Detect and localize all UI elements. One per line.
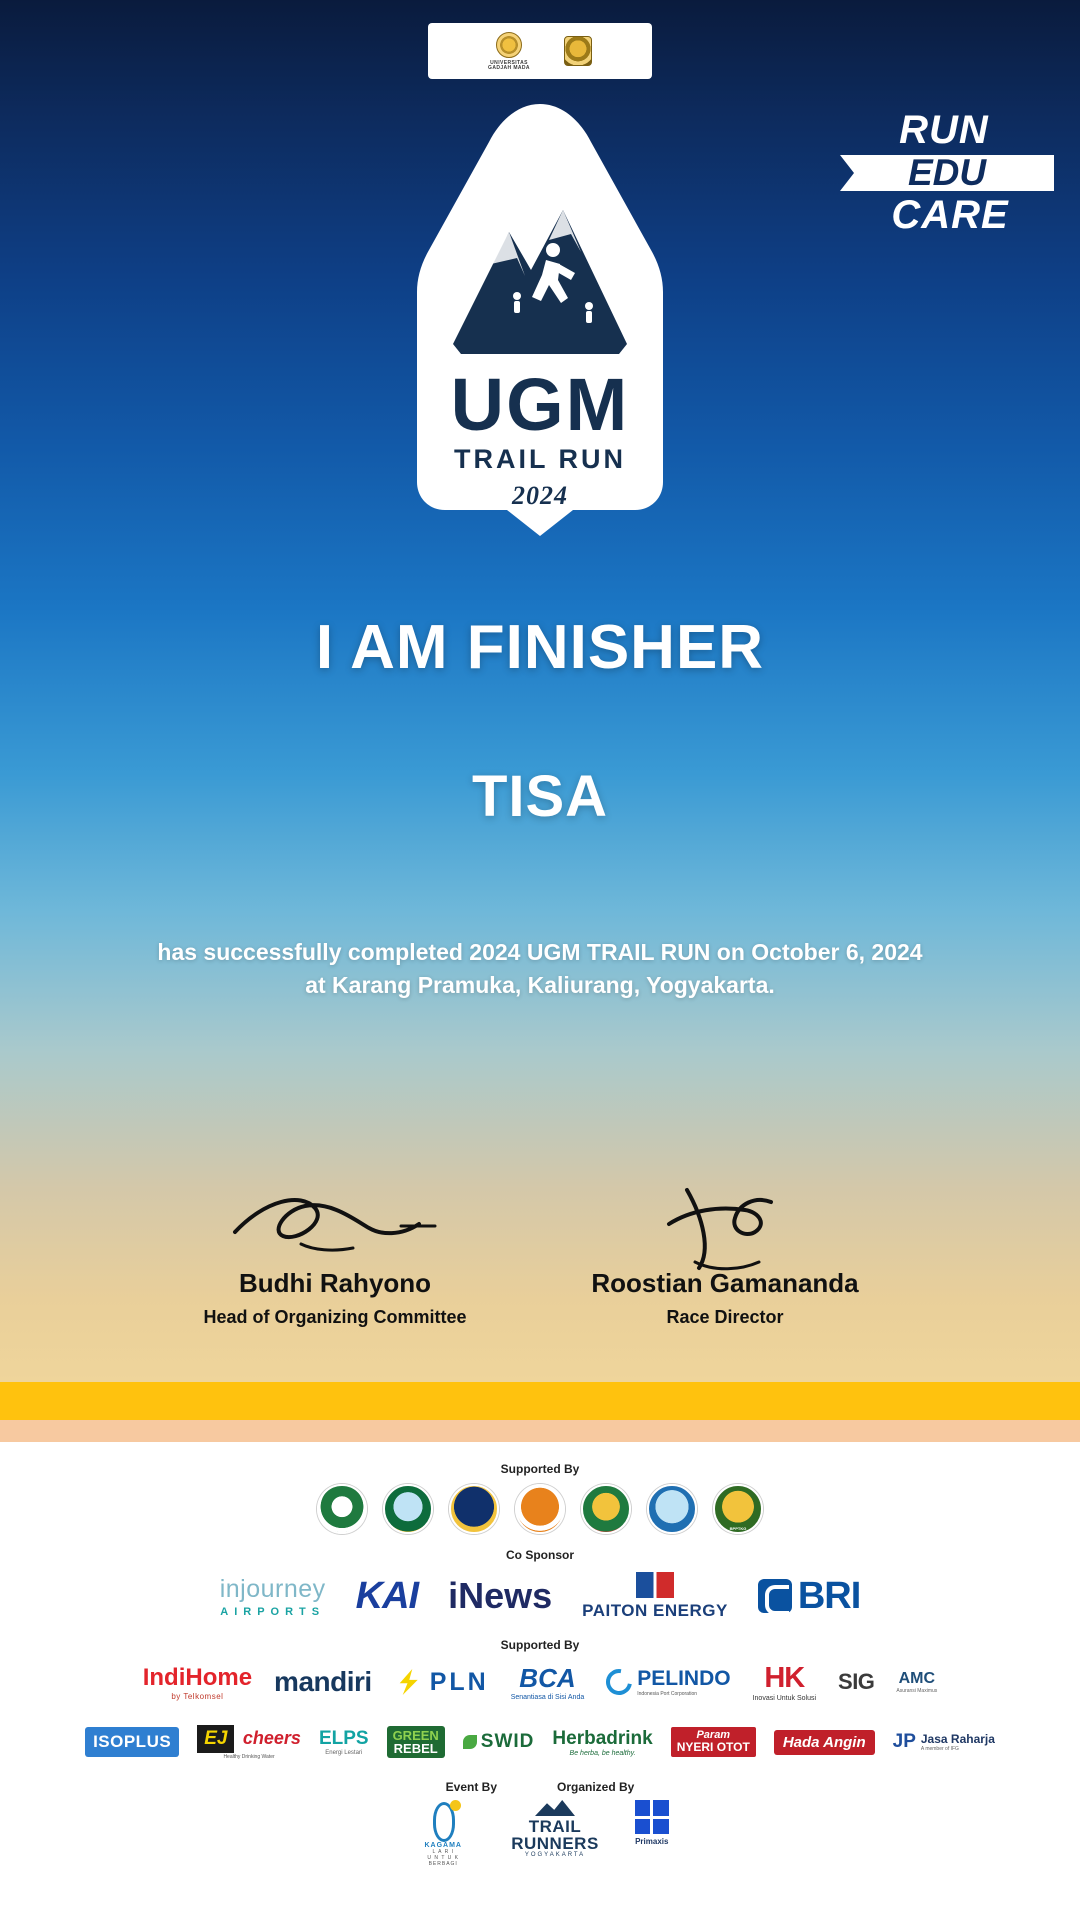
co-sponsor-row <box>0 1568 1080 1624</box>
logo-primaxis <box>635 1800 669 1846</box>
svg-text:UGM: UGM <box>450 363 630 446</box>
kagama-line1: KAGAMA <box>424 1842 462 1849</box>
bri-name: BRI <box>797 1574 861 1617</box>
cheers-name: cheers <box>242 1727 301 1748</box>
swid-leaf-icon <box>463 1735 477 1749</box>
swid-name: SWID <box>480 1731 535 1752</box>
jasa-raharja-sub: A member of IFG <box>920 1746 959 1752</box>
logo-jasa-raharja <box>893 1731 995 1753</box>
logo-injourney-airports <box>220 1575 326 1618</box>
logo-param-nyeri-otot <box>671 1727 756 1757</box>
hutama-karya-sub: Inovasi Untuk Solusi <box>752 1695 817 1702</box>
divider-strip-peach <box>0 1420 1080 1442</box>
bca-name: BCA <box>519 1663 576 1693</box>
amc-sub: Asuransi Maximus <box>896 1688 938 1694</box>
signature-mark-icon <box>515 1180 935 1272</box>
supporter-row-1 <box>0 1658 1080 1706</box>
sig-name: SIG <box>838 1669 875 1694</box>
logo-swid <box>463 1731 535 1753</box>
supporter-row-2 <box>0 1722 1080 1762</box>
logo-indihome <box>143 1664 252 1701</box>
logo-inews: iNews <box>448 1575 553 1616</box>
seal-bpptkg-icon <box>713 1484 763 1534</box>
ugm-logo <box>488 32 530 71</box>
paiton-flag-icon <box>636 1572 674 1598</box>
injourney-sub: AIRPORTS <box>220 1605 326 1618</box>
seal-bpbd-icon <box>515 1484 565 1534</box>
logo-hada-angin: Hada Angin <box>774 1730 875 1755</box>
run-edu-care-line1: RUN <box>899 108 989 152</box>
svg-text:TRAIL RUN: TRAIL RUN <box>454 444 626 474</box>
kagama-glyph-icon <box>423 1800 463 1840</box>
primaxis-squares-icon <box>635 1800 669 1834</box>
param-line2: NYERI OTOT <box>676 1740 750 1755</box>
pln-name: PLN <box>429 1667 489 1696</box>
cheers-sub: Healthy Drinking Water <box>223 1753 275 1760</box>
svg-text:2024: 2024 <box>512 481 568 510</box>
logo-kai: KAI <box>355 1574 419 1617</box>
indihome-sub: by Telkomsel <box>171 1691 224 1701</box>
seal-tngm-icon <box>383 1484 433 1534</box>
event-organizer-labels <box>0 1780 1080 1794</box>
seal-sar-icon <box>581 1484 631 1534</box>
logo-bri <box>758 1575 860 1618</box>
trail-runners-mountain-icon <box>535 1800 575 1816</box>
herbadrink-name: Herbadrink <box>552 1727 653 1749</box>
seal-bpptkg-caption: BPPTKG <box>729 1525 747 1531</box>
logo-amc <box>896 1670 937 1694</box>
kagama-line4: BERBAGI <box>428 1861 458 1867</box>
hutama-karya-name: HK <box>764 1662 805 1694</box>
co-sponsor-label: Co Sponsor <box>506 1548 574 1562</box>
run-edu-care-line2: EDU <box>907 152 987 193</box>
signature-mark-icon <box>125 1180 545 1272</box>
logo-green-rebel <box>387 1726 445 1758</box>
green-rebel-line1: GREEN <box>392 1728 439 1743</box>
logo-elps <box>319 1728 369 1756</box>
green-rebel-line2: REBEL <box>393 1741 438 1756</box>
pelindo-name: PELINDO <box>637 1667 731 1690</box>
ugm-seal-icon <box>496 32 522 58</box>
institution-seal-row <box>0 1484 1080 1534</box>
faculty-seal-icon <box>564 36 592 66</box>
cheers-badge: EJ <box>197 1725 234 1753</box>
logo-isoplus: ISOPLUS <box>85 1727 179 1757</box>
herbadrink-sub: Be herba, be healthy. <box>569 1749 636 1757</box>
supported-by-label-2: Supported By <box>500 1638 580 1652</box>
logo-trail-runners-yogyakarta <box>511 1800 599 1858</box>
logo-herbadrink <box>552 1728 652 1757</box>
param-line1: Param <box>696 1728 731 1741</box>
event-organizer-row <box>0 1800 1080 1867</box>
university-badge <box>428 23 652 79</box>
injourney-name: injourney <box>219 1574 326 1603</box>
jasa-raharja-mark-icon: JP <box>892 1731 916 1752</box>
signature-name: Budhi Rahyono <box>238 1268 432 1298</box>
trail-runners-line1: TRAIL <box>528 1817 582 1836</box>
paiton-name: PAITON ENERGY <box>582 1600 728 1620</box>
run-edu-care-badge <box>840 110 1054 245</box>
elps-name: ELPS <box>318 1728 369 1749</box>
logo-sig <box>838 1669 874 1695</box>
run-edu-care-ribbon <box>840 153 1054 193</box>
logo-mandiri: mandiri <box>274 1666 372 1697</box>
logo-pelindo <box>606 1667 730 1697</box>
university-name-line1: UNIVERSITAS <box>490 59 528 66</box>
seal-bmkg-icon <box>647 1484 697 1534</box>
divider-strip-yellow <box>0 1382 1080 1420</box>
bca-sub: Senantiasa di Sisi Anda <box>510 1694 585 1701</box>
run-edu-care-line3: CARE <box>891 193 1009 237</box>
trail-runners-line3: YOGYAKARTA <box>524 1852 586 1858</box>
logo-pln <box>394 1668 489 1697</box>
seal-perhutani-icon <box>317 1484 367 1534</box>
indihome-name: IndiHome <box>142 1663 253 1691</box>
logo-kagama <box>411 1800 475 1867</box>
kagama-line2: L A R I <box>432 1849 454 1855</box>
pelindo-sub: Indonesia Port Corporation <box>637 1691 698 1697</box>
university-name-line2: GADJAH MADA <box>488 64 530 71</box>
primaxis-name: Primaxis <box>635 1837 669 1846</box>
signature-role: Head of Organizing Committee <box>203 1307 467 1327</box>
trail-runners-line2: RUNNERS <box>511 1834 599 1853</box>
supported-by-label-1: Supported By <box>500 1462 580 1476</box>
organized-by-label: Organized By <box>557 1780 635 1794</box>
seal-polri-icon <box>449 1484 499 1534</box>
pln-bolt-icon <box>394 1669 424 1695</box>
signature-name: Roostian Gamananda <box>591 1268 859 1298</box>
logo-bca <box>511 1663 585 1701</box>
kagama-line3: U N T U K <box>427 1855 460 1861</box>
logo-cheers <box>197 1725 301 1760</box>
signature-role: Race Director <box>666 1307 784 1327</box>
elps-sub: Energi Lestari <box>325 1750 363 1756</box>
amc-name: AMC <box>898 1670 936 1687</box>
signature-block-organizing-committee <box>125 1180 545 1328</box>
logo-hutama-karya <box>753 1662 816 1702</box>
logo-paiton-energy <box>582 1572 728 1621</box>
completion-statement <box>90 936 990 1003</box>
participant-name: TISA <box>471 764 609 829</box>
sponsor-section <box>0 1442 1080 1920</box>
finisher-title: I AM FINISHER <box>315 613 765 682</box>
ugm-trail-run-emblem <box>413 100 667 540</box>
event-by-label: Event By <box>445 1780 497 1794</box>
jasa-raharja-name: Jasa Raharja <box>920 1732 995 1746</box>
completion-line-2: at Karang Pramuka, Kaliurang, Yogyakarta. <box>305 972 775 999</box>
signature-block-race-director <box>515 1180 935 1328</box>
completion-line-1: has successfully completed 2024 UGM TRAIL RUN on October 6, 2024 <box>157 939 923 965</box>
bri-mark-icon <box>758 1579 792 1613</box>
pelindo-swoosh-icon <box>601 1664 637 1700</box>
